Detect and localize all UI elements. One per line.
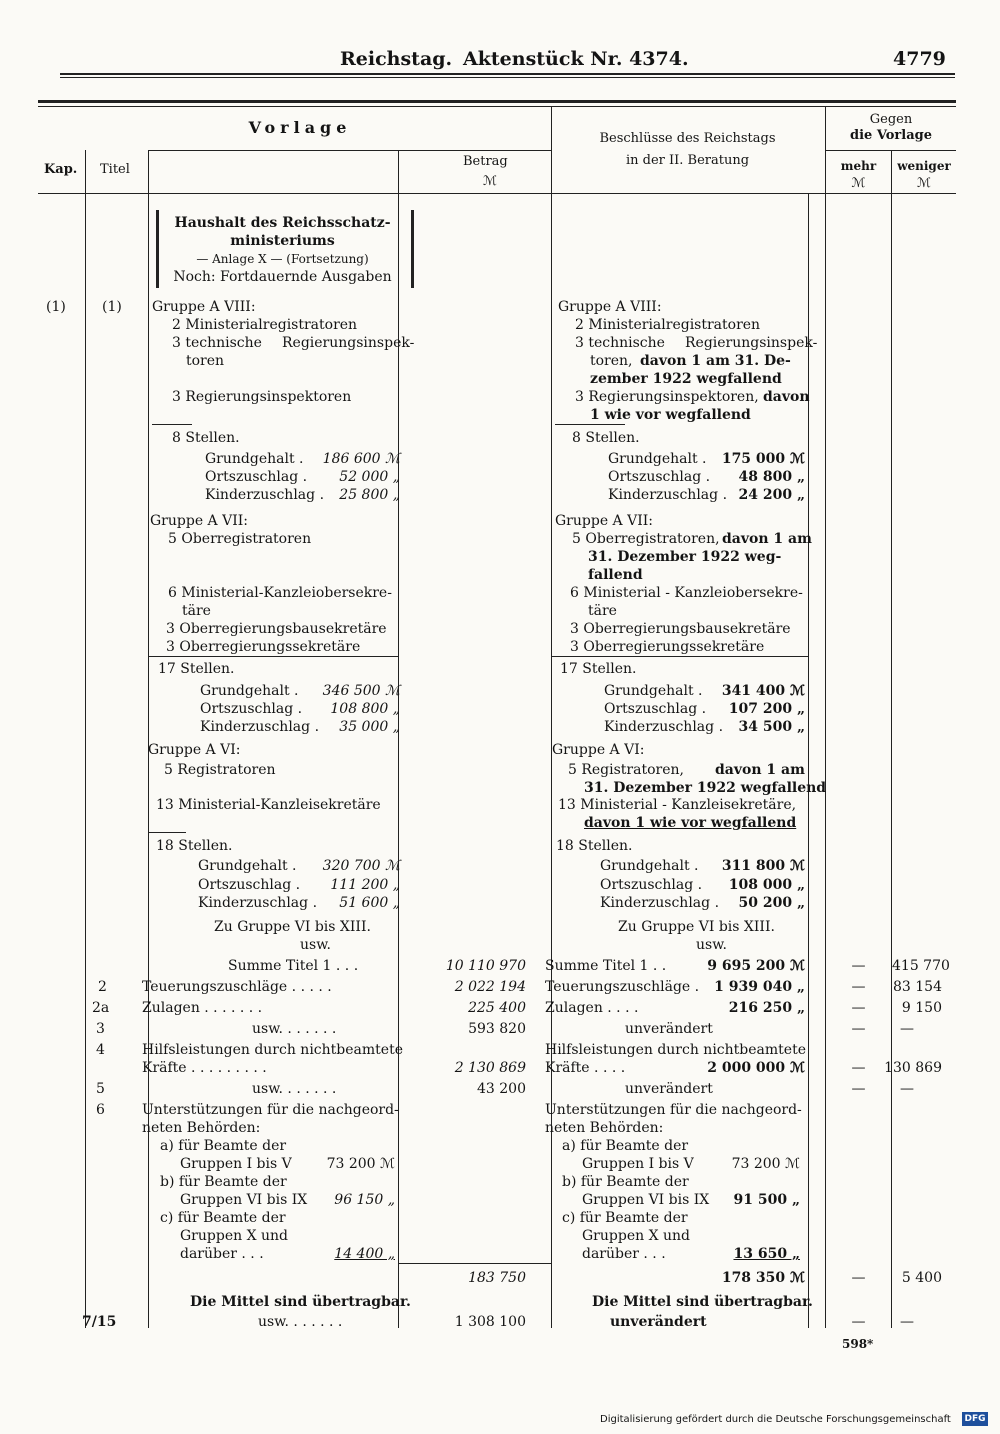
header-rule [60, 73, 955, 75]
right-g7-line4: 3 Oberregierungssekretäre [570, 639, 765, 655]
right-g7-line1d: fallend [588, 567, 643, 583]
right-g8-line2b: Regierungsinspek- [685, 335, 818, 351]
left-g7-stellen: 17 Stellen. [158, 661, 235, 677]
kap-number: (1) [46, 299, 66, 315]
col-line-kap [85, 150, 86, 1328]
right-unt-c1: c) für Beamte der [562, 1210, 688, 1226]
betrag-usw3: 593 820 [468, 1021, 526, 1037]
beschluesse-heading-2: in der II. Beratung [625, 153, 750, 168]
right-g6-line2b: davon 1 wie vor wegfallend [584, 815, 797, 831]
right-g6-stellen: 18 Stellen. [556, 838, 633, 854]
left-g6-stellen: 18 Stellen. [156, 838, 233, 854]
right-g8-grund-value: 175 000 ℳ [721, 451, 805, 467]
gegen-heading-1: Gegen [869, 112, 913, 127]
left-g8-line2b: Regierungsinspek- [282, 335, 415, 351]
right-g7-line3: 3 Oberregierungsbausekretäre [570, 621, 791, 637]
left-summe-titel: Summe Titel 1 . . . [228, 958, 359, 974]
left-g7-line1: 5 Oberregistratoren [168, 531, 312, 547]
left-gruppe-a6: Gruppe A VI: [148, 742, 241, 758]
dfg-logo: DFG [962, 1412, 988, 1426]
right-unt-c-value: 13 650 „ [733, 1246, 800, 1262]
titel-heading: Titel [100, 162, 130, 177]
left-g7-orts-value: 108 800 „ [330, 701, 400, 717]
weniger-usw3: — [900, 1021, 914, 1037]
right-summe-value: 9 695 200 ℳ [707, 958, 805, 974]
left-zu-gruppe: Zu Gruppe VI bis XIII. [214, 919, 371, 935]
betrag-usw5: 43 200 [477, 1081, 526, 1097]
right-unveraendert-5: unverändert [625, 1081, 713, 1097]
box-line-2: ministeriums [230, 233, 335, 249]
weniger-unt: 5 400 [901, 1270, 942, 1286]
right-g7-kinder-label: Kinderzuschlag . [604, 719, 724, 735]
right-g7-kinder-value: 34 500 „ [738, 719, 805, 735]
right-gruppe-a6: Gruppe A VI: [552, 742, 645, 758]
mehr-summe: — [851, 958, 866, 974]
left-g8-stellen: 8 Stellen. [172, 430, 240, 446]
betrag-unt: 183 750 [468, 1270, 526, 1286]
right-g8-line2a: 3 technische [575, 335, 665, 351]
right-g8-orts-label: Ortszuschlag . [608, 469, 711, 485]
page-number: 4779 [893, 48, 946, 70]
right-g8-sum-rule [555, 424, 625, 425]
left-g7-grund-label: Grundgehalt . [200, 683, 299, 699]
right-gruppe-a8: Gruppe A VIII: [558, 299, 662, 315]
right-g8-line3b: davon [763, 389, 810, 405]
right-unt-a2: Gruppen I bis V [582, 1156, 694, 1172]
right-unt-total: 178 350 ℳ [721, 1270, 805, 1286]
header-sep-vorlage [148, 150, 551, 151]
left-g7-sum-rule [148, 656, 398, 657]
box-line-1: Haushalt des Reichsschatz- [174, 215, 391, 231]
table-top-rule [38, 100, 956, 103]
col-line-gegen [825, 106, 826, 1328]
left-g8-grund-label: Grundgehalt . [205, 451, 304, 467]
right-g7-line2a: 6 Ministerial - Kanzleiobersekre- [570, 585, 803, 601]
header-rule-2 [60, 77, 955, 78]
right-zulagen-label: Zulagen . . . . [545, 1000, 639, 1016]
box-line-4: Noch: Fortdauernde Ausgaben [173, 269, 392, 285]
left-teuerung: Teuerungszuschläge . . . . . [142, 979, 332, 995]
left-unt-c2: Gruppen X und [180, 1228, 288, 1244]
left-g6-grund-label: Grundgehalt . [198, 858, 297, 874]
left-usw: usw. [300, 937, 331, 953]
left-g8-line2c: toren [186, 353, 225, 369]
betrag-heading: Betrag [463, 154, 508, 169]
mehr-usw5: — [851, 1081, 866, 1097]
left-usw-3: usw. . . . . . . [252, 1021, 337, 1037]
weniger-zulagen: 9 150 [901, 1000, 942, 1016]
mehr-teuerung: — [851, 979, 866, 995]
col-line-mehr [891, 150, 892, 1328]
left-g8-line3: 3 Regierungsinspektoren [172, 389, 352, 405]
footer-credit: Digitalisierung gefördert durch die Deutsche Forschungsgemeinschaft [600, 1414, 951, 1425]
right-unveraendert-715: unverändert [610, 1314, 707, 1330]
weniger-unit: ℳ [917, 176, 931, 191]
right-unt-b2: Gruppen VI bis IX [582, 1192, 710, 1208]
betrag-unit: ℳ [483, 174, 497, 189]
left-g7-orts-label: Ortszuschlag . [200, 701, 303, 717]
left-unt-a-value: 73 200 ℳ [326, 1156, 395, 1172]
left-g8-kinder-label: Kinderzuschlag . [205, 487, 325, 503]
weniger-usw715: — [900, 1314, 914, 1330]
right-unt-b-value: 91 500 „ [733, 1192, 800, 1208]
col-line-betrag [398, 150, 399, 1328]
right-g8-line2c: toren, [590, 353, 633, 369]
right-g7-line1a: 5 Oberregistratoren, [572, 531, 720, 547]
right-hilfs-1: Hilfsleistungen durch nichtbeamtete [545, 1042, 806, 1058]
right-g8-orts-value: 48 800 „ [738, 469, 805, 485]
left-g8-grund-value: 186 600 ℳ [322, 451, 400, 467]
right-teuerung-value: 1 939 040 „ [714, 979, 805, 995]
right-g8-line2d: davon 1 am 31. De- [640, 353, 791, 369]
mehr-heading: mehr [840, 159, 877, 173]
right-g6-kinder-value: 50 200 „ [738, 895, 805, 911]
left-g7-kinder-label: Kinderzuschlag . [200, 719, 320, 735]
right-unt-1: Unterstützungen für die nachgeord- [545, 1102, 802, 1118]
right-zu-gruppe: Zu Gruppe VI bis XIII. [618, 919, 775, 935]
right-summe-label: Summe Titel 1 . . [545, 958, 667, 974]
right-g8-line3a: 3 Regierungsinspektoren, [575, 389, 759, 405]
left-unt-a1: a) für Beamte der [160, 1138, 287, 1154]
right-teuerung-label: Teuerungszuschläge . [545, 979, 700, 995]
right-g6-orts-value: 108 000 „ [728, 877, 805, 893]
right-hilfs-value: 2 000 000 ℳ [707, 1060, 805, 1076]
right-gruppe-a7: Gruppe A VII: [555, 513, 653, 529]
betrag-unt-rule [398, 1263, 551, 1264]
right-unt-b1: b) für Beamte der [562, 1174, 689, 1190]
right-g8-stellen: 8 Stellen. [572, 430, 640, 446]
mehr-hilfs: — [851, 1060, 866, 1076]
right-unt-c3: darüber . . . [582, 1246, 666, 1262]
left-mittel: Die Mittel sind übertragbar. [190, 1294, 411, 1310]
beschluesse-heading-1: Beschlüsse des Reichstags [599, 131, 776, 146]
left-g7-line3: 3 Oberregierungsbausekretäre [166, 621, 387, 637]
betrag-summe: 10 110 970 [445, 958, 526, 974]
row-titel-2: 2 [98, 979, 107, 995]
left-usw-715: usw. . . . . . . [258, 1314, 343, 1330]
betrag-zulagen: 225 400 [468, 1000, 526, 1016]
left-gruppe-a8: Gruppe A VIII: [152, 299, 256, 315]
table-top-rule-thin [38, 106, 956, 107]
box-line-3: — Anlage X — (Fortsetzung) [196, 252, 369, 266]
betrag-teuerung: 2 022 194 [454, 979, 526, 995]
left-unt-c-value: 14 400 „ [334, 1246, 395, 1262]
right-unt-a-value: 73 200 ℳ [731, 1156, 800, 1172]
right-g6-line1b: davon 1 am [715, 762, 805, 778]
right-g8-grund-label: Grundgehalt . [608, 451, 707, 467]
right-unveraendert-3: unverändert [625, 1021, 713, 1037]
titel-number: (1) [102, 299, 122, 315]
row-titel-5: 5 [96, 1081, 105, 1097]
gegen-heading-2: die Vorlage [850, 128, 932, 143]
right-unt-c2: Gruppen X und [582, 1228, 690, 1244]
right-g7-stellen: 17 Stellen. [560, 661, 637, 677]
row-titel-6: 6 [96, 1102, 105, 1118]
left-hilfs-1: Hilfsleistungen durch nichtbeamtete [142, 1042, 403, 1058]
row-titel-3: 3 [96, 1021, 105, 1037]
right-g6-grund-value: 311 800 ℳ [721, 858, 805, 874]
left-g8-orts-value: 52 000 „ [339, 469, 400, 485]
header-bottom-rule [38, 193, 956, 194]
right-g7-orts-value: 107 200 „ [728, 701, 805, 717]
left-g7-line2a: 6 Ministerial-Kanzleiobersekre- [168, 585, 392, 601]
footnote-marker: 598* [842, 1337, 874, 1351]
row-kap-7-15: 7/15 [82, 1314, 117, 1330]
left-g7-line2b: täre [182, 603, 211, 619]
weniger-usw5: — [900, 1081, 914, 1097]
right-g7-line1b: davon 1 am [722, 531, 812, 547]
right-unt-a1: a) für Beamte der [562, 1138, 689, 1154]
weniger-teuerung: 83 154 [893, 979, 942, 995]
running-head-center: Aktenstück Nr. 4374. [463, 48, 689, 70]
right-hilfs-2: Kräfte . . . . [545, 1060, 626, 1076]
right-zulagen-value: 216 250 „ [728, 1000, 805, 1016]
left-g8-sum-rule [152, 424, 192, 425]
left-unt-2: neten Behörden: [142, 1120, 261, 1136]
left-g6-orts-label: Ortszuschlag . [198, 877, 301, 893]
left-g6-line2: 13 Ministerial-Kanzleisekretäre [156, 797, 381, 813]
right-g6-grund-label: Grundgehalt . [600, 858, 699, 874]
mehr-zulagen: — [851, 1000, 866, 1016]
mehr-unit: ℳ [851, 176, 866, 191]
left-unt-c1: c) für Beamte der [160, 1210, 286, 1226]
betrag-hilfs: 2 130 869 [454, 1060, 526, 1076]
left-g7-kinder-value: 35 000 „ [339, 719, 400, 735]
left-g8-orts-label: Ortszuschlag . [205, 469, 308, 485]
left-unt-b-value: 96 150 „ [334, 1192, 395, 1208]
betrag-usw715: 1 308 100 [454, 1314, 526, 1330]
weniger-hilfs: 130 869 [884, 1060, 942, 1076]
left-zulagen: Zulagen . . . . . . . [142, 1000, 263, 1016]
right-g7-grund-value: 341 400 ℳ [721, 683, 805, 699]
col-line-beschluss [551, 106, 552, 1328]
left-unt-c3: darüber . . . [180, 1246, 264, 1262]
left-g7-grund-value: 346 500 ℳ [322, 683, 400, 699]
right-g7-grund-label: Grundgehalt . [604, 683, 703, 699]
left-g6-sum-rule [148, 832, 186, 833]
left-gruppe-a7: Gruppe A VII: [150, 513, 248, 529]
left-g6-kinder-value: 51 600 „ [339, 895, 400, 911]
left-unt-b2: Gruppen VI bis IX [180, 1192, 308, 1208]
weniger-summe: 415 770 [892, 958, 950, 974]
right-g6-kinder-label: Kinderzuschlag . [600, 895, 720, 911]
left-g8-line2a: 3 technische [172, 335, 262, 351]
mehr-usw715: — [851, 1314, 866, 1330]
left-g6-grund-value: 320 700 ℳ [322, 858, 400, 874]
left-g8-kinder-value: 25 800 „ [339, 487, 400, 503]
left-g8-line1: 2 Ministerialregistratoren [172, 317, 358, 333]
right-g7-line2b: täre [588, 603, 617, 619]
right-g6-line2a: 13 Ministerial - Kanzleisekretäre, [558, 797, 797, 813]
left-g6-kinder-label: Kinderzuschlag . [198, 895, 318, 911]
left-g6-orts-value: 111 200 „ [330, 877, 400, 893]
left-g7-line4: 3 Oberregierungssekretäre [166, 639, 361, 655]
left-hilfs-2: Kräfte . . . . . . . . . [142, 1060, 267, 1076]
left-g6-line1: 5 Registratoren [164, 762, 276, 778]
left-unt-a2: Gruppen I bis V [180, 1156, 292, 1172]
vorlage-heading: Vorlage [248, 118, 352, 137]
right-mittel: Die Mittel sind übertragbar. [592, 1294, 813, 1310]
right-unt-2: neten Behörden: [545, 1120, 664, 1136]
row-titel-2a: 2a [92, 1000, 110, 1016]
mehr-unt: — [851, 1270, 866, 1286]
right-g7-sum-rule [551, 656, 808, 657]
col-line-beschluss-betrag [808, 193, 809, 1328]
right-g6-line1c: 31. Dezember 1922 wegfallend [584, 780, 827, 796]
left-unt-b1: b) für Beamte der [160, 1174, 287, 1190]
weniger-heading: weniger [897, 159, 951, 173]
right-g7-line1c: 31. Dezember 1922 weg- [588, 549, 782, 565]
right-g6-orts-label: Ortszuschlag . [600, 877, 703, 893]
left-usw-5: usw. . . . . . . [252, 1081, 337, 1097]
right-g6-line1a: 5 Registratoren, [568, 762, 684, 778]
right-g8-kinder-label: Kinderzuschlag . [608, 487, 728, 503]
right-g7-orts-label: Ortszuschlag . [604, 701, 707, 717]
mehr-usw3: — [851, 1021, 866, 1037]
left-unt-1: Unterstützungen für die nachgeord- [142, 1102, 399, 1118]
right-g8-line3c: 1 wie vor wegfallend [590, 407, 751, 423]
running-head-left: Reichstag. [340, 48, 453, 70]
kap-heading: Kap. [44, 162, 78, 177]
right-g8-line2e: zember 1922 wegfallend [590, 371, 782, 387]
right-g8-kinder-value: 24 200 „ [738, 487, 805, 503]
row-titel-4: 4 [96, 1042, 105, 1058]
col-line-titel [148, 150, 149, 1328]
right-g8-line1: 2 Ministerialregistratoren [575, 317, 761, 333]
right-usw: usw. [696, 937, 727, 953]
